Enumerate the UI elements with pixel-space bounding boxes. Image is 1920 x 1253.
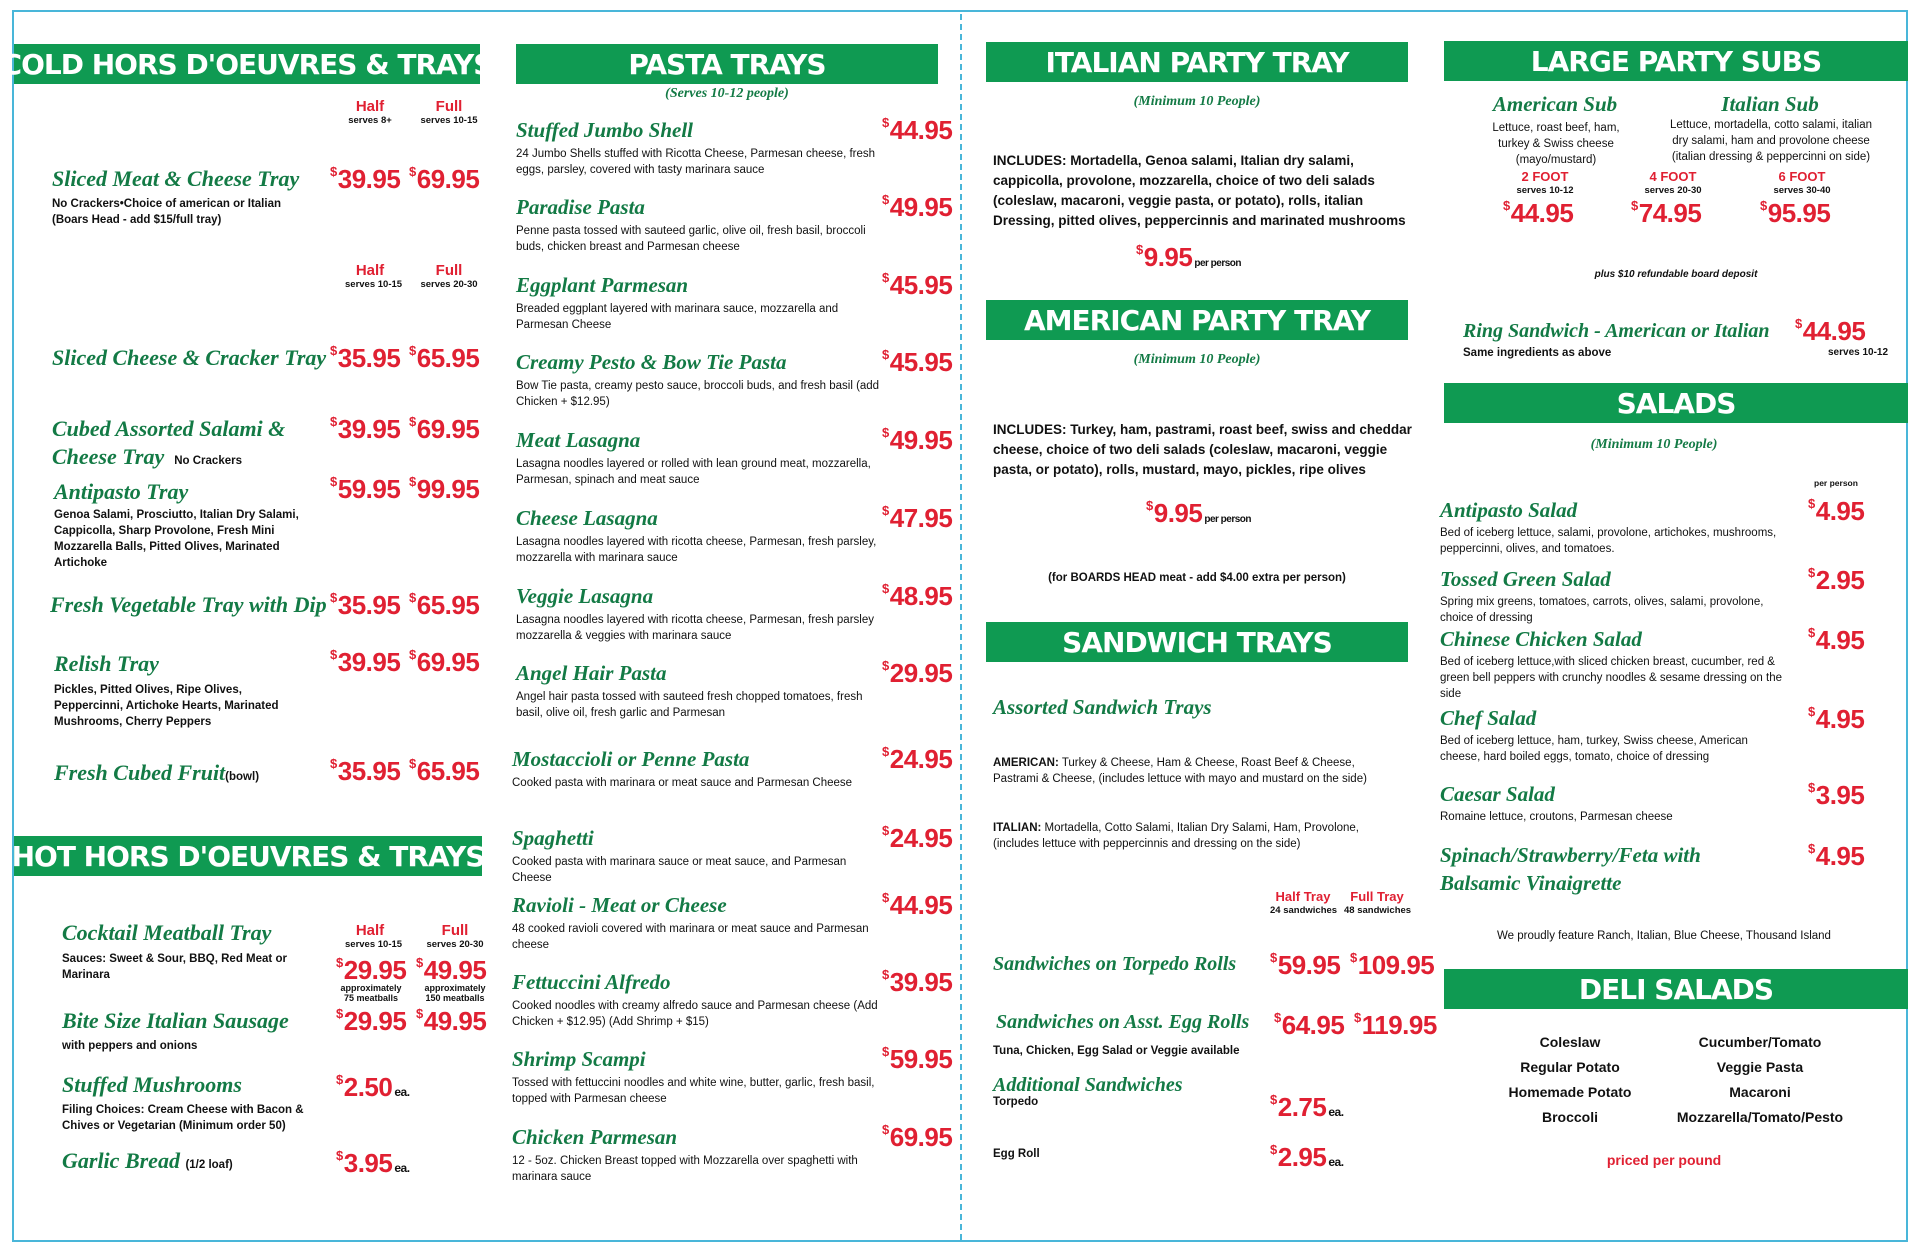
salad-item-price: $2.95 [1808,565,1865,595]
cold-item-full-price: $69.95 [409,414,480,444]
hot-item-name: Stuffed Mushrooms [62,1072,242,1097]
subs-ring-price: $44.95 [1795,316,1866,346]
hot-item-name: Cocktail Meatball Tray [62,920,272,945]
deli-note: priced per pound [1606,1152,1722,1168]
salad-item-name: Chinese Chicken Salad [1440,627,1642,651]
hot-item-price: $2.50 ea. [336,1072,410,1102]
pasta-item-name: Creamy Pesto & Bow Tie Pasta [516,350,787,374]
italian-tray-includes: INCLUDES: Mortadella, Genoa salami, Italian dry salami, cappicolla, provolone, mozzarella, choice of two deli salads (coleslaw, macaroni, veggie pasta, or potato), rolls, italian Dressing, pitted olives, peppercinnis and marinated mushrooms [993,153,1406,228]
hot-item-name: Garlic Bread (1/2 loaf) [62,1148,233,1173]
sandwich-add-egg-price: $2.95 ea. [1270,1142,1344,1172]
hot-item-half-note: approximately 75 meatballs [340,983,402,1003]
pasta-item-price: $24.95 [882,744,953,774]
salad-item-price: $4.95 [1808,841,1865,871]
pasta-item-desc: Lasagna noodles layered with ricotta cheese, Parmesan, fresh parsley mozzarella & veggies with marinara sauce [516,614,874,642]
sandwich-size-half: Half Tray 24 sandwiches [1270,889,1338,916]
subs-size-label: 4 FOOT serves 20-30 [1644,169,1702,196]
sandwich-torpedo-half: $59.95 [1270,950,1341,980]
subs-section-header: LARGE PARTY SUBS [1444,41,1908,81]
cold-item-full-price: $99.95 [409,474,480,504]
american-tray-price: $9.95 per person [1146,498,1252,528]
hot-item-price: $3.95 ea. [336,1148,410,1178]
subs-american-desc: Lettuce, roast beef, ham, turkey & Swiss cheese (mayo/mustard) [1492,122,1620,166]
deli-item: Coleslaw [1539,1034,1601,1050]
subs-american-name: American Sub [1492,92,1618,116]
cold-section-header: COLD HORS D'OEUVRES & TRAYS [14,44,480,84]
cold-item-name: Relish Tray [54,651,159,676]
pasta-item-desc: Breaded eggplant layered with marinara sauce, mozzarella and Parmesan Cheese [516,303,839,331]
cold-item-name: Sliced Meat & Cheese Tray [52,166,300,191]
deli-item: Macaroni [1729,1084,1791,1100]
hot-item-full-price: $49.95 [416,1006,487,1036]
cold-size-full: Full serves 10-15 [420,98,478,126]
pasta-item-desc: 24 Jumbo Shells stuffed with Ricotta Cheese, Parmesan cheese, fresh eggs, parsley, covered with tasty marinara sauce [516,148,876,176]
deli-item: Veggie Pasta [1716,1059,1804,1075]
american-tray-includes: INCLUDES: Turkey, ham, pastrami, roast beef, swiss and cheddar cheese, choice of two deli salads (coleslaw, macaroni, veggie pasta, or potato), rolls, mustard, mayo, pickles, ripe olives [993,422,1412,477]
salad-item-price: $3.95 [1808,780,1865,810]
salad-item-desc: Bed of iceberg lettuce,with sliced chicken breast, cucumber, red & green bell peppers with crunchy noodles & sesame dressing on the side [1440,656,1783,700]
pasta-item-price: $69.95 [882,1122,953,1152]
pasta-item-name: Angel Hair Pasta [516,661,667,685]
pasta-item-name: Veggie Lasagna [516,584,654,608]
salad-item-name: Tossed Green Salad [1440,567,1611,591]
salads-section-header: SALADS [1444,383,1908,423]
sandwich-torpedo-name: Sandwiches on Torpedo Rolls [993,953,1237,975]
pasta-item-desc: Lasagna noodles layered with ricotta cheese, Parmesan, fresh parsley, mozzarella with marinara sauce [516,536,877,564]
pasta-item-price: $48.95 [882,581,953,611]
pasta-item-price: $44.95 [882,890,953,920]
hot-item-desc: Sauces: Sweet & Sour, BBQ, Red Meat or Marinara [62,953,287,981]
subs-italian-desc: Lettuce, mortadella, cotto salami, italian dry salami, ham and provolone cheese (italian dressing & peppercinni on side) [1670,119,1872,163]
cold-item-name-line2: Cheese Tray No Crackers [52,444,242,469]
hot-item-name: Bite Size Italian Sausage [62,1008,289,1033]
sandwich-torpedo-full: $109.95 [1350,950,1435,980]
cold-item-half-price: $59.95 [330,474,401,504]
hot-item-full-note: approximately 150 meatballs [424,983,486,1003]
cold-item-name: Cubed Assorted Salami & [52,416,286,441]
hot-item-desc: with peppers and onions [62,1040,198,1052]
subs-size-label: 2 FOOT serves 10-12 [1516,169,1574,196]
pasta-item-desc: 12 - 5oz. Chicken Breast topped with Mozzarella over spaghetti with marinara sauce [512,1155,858,1183]
subs-deposit-note: plus $10 refundable board deposit [1594,269,1758,280]
salads-dressings-note: We proudly feature Ranch, Italian, Blue Cheese, Thousand Island [1497,930,1831,942]
pasta-section-header: PASTA TRAYS [516,44,938,84]
cold-item-half-price: $39.95 [330,164,401,194]
pasta-item-name: Cheese Lasagna [516,506,658,530]
subs-italian-name: Italian Sub [1721,92,1819,116]
pasta-item-desc: Tossed with fettuccini noodles and white wine, butter, garlic, fresh basil, topped with Parmesan cheese [512,1077,875,1105]
cold-item-name: Sliced Cheese & Cracker Tray [52,345,327,370]
sandwich-section-header: SANDWICH TRAYS [986,622,1408,662]
deli-item: Mozzarella/Tomato/Pesto [1676,1109,1844,1125]
sandwich-italian-desc: ITALIAN: Mortadella, Cotto Salami, Italian Dry Salami, Ham, Provolone, (includes lettuce with peppercinnis and dressing on the side) [993,822,1360,850]
subs-size-price: $74.95 [1631,198,1702,228]
pasta-item-price: $44.95 [882,115,953,145]
pasta-item-price: $49.95 [882,192,953,222]
cold-item-half-price: $39.95 [330,647,401,677]
pasta-item-name: Meat Lasagna [516,428,641,452]
deli-item: Cucumber/Tomato [1698,1034,1822,1050]
deli-item: Regular Potato [1520,1059,1620,1075]
pasta-item-name: Mostaccioli or Penne Pasta [512,747,750,771]
pasta-item-name: Eggplant Parmesan [516,273,689,297]
pasta-item-price: $24.95 [882,823,953,853]
hot-item-half-price: $29.95 [336,955,407,985]
sandwich-american-desc: AMERICAN: Turkey & Cheese, Ham & Cheese, Roast Beef & Cheese, Pastrami & Cheese, (includes lettuce with mayo and mustard on the side) [993,757,1367,785]
pasta-item-desc: Angel hair pasta tossed with sauteed fresh chopped tomatoes, fresh basil, olive oil, fresh garlic and Parmesan [516,691,863,719]
salad-item-desc: Romaine lettuce, croutons, Parmesan cheese [1440,811,1673,823]
salads-per-person: per person [1814,478,1858,488]
hot-item-full-price: $49.95 [416,955,487,985]
cold-item-desc: Pickles, Pitted Olives, Ripe Olives, Peppercinni, Artichoke Hearts, Marinated Mushrooms, Cherry Peppers [54,684,279,728]
pasta-item-desc: Cooked pasta with marinara sauce or meat sauce, and Parmesan Cheese [512,856,847,884]
pasta-item-desc: 48 cooked ravioli covered with marinara or meat sauce and Parmesan cheese [512,923,869,951]
fold-line [960,14,962,1240]
hot-size-half: Half serves 10-15 [345,922,403,950]
pasta-item-name: Chicken Parmesan [512,1125,678,1149]
salad-item-price: $4.95 [1808,625,1865,655]
salad-item-desc: Spring mix greens, tomatoes, carrots, olives, salami, provolone, choice of dressing [1440,596,1764,624]
subs-ring-desc: Same ingredients as above [1463,347,1612,359]
sandwich-size-full: Full Tray 48 sandwiches [1344,889,1412,916]
sandwich-additional-title: Additional Sandwiches [993,1074,1183,1096]
sandwich-assorted-title: Assorted Sandwich Trays [993,695,1212,719]
sandwich-egg-name: Sandwiches on Asst. Egg Rolls [996,1011,1250,1033]
salad-item-name: Chef Salad [1440,706,1537,730]
deli-section-header: DELI SALADS [1444,969,1908,1009]
deli-item: Homemade Potato [1508,1084,1632,1100]
sandwich-add-torpedo: Torpedo [993,1096,1039,1108]
cold-item-name: Antipasto Tray [54,479,189,504]
subs-ring-serves: serves 10-12 [1828,347,1889,358]
pasta-item-name: Paradise Pasta [516,195,645,219]
pasta-subtitle: (Serves 10-12 people) [665,86,789,101]
subs-ring-name: Ring Sandwich - American or Italian [1463,320,1770,342]
hot-item-desc: Filing Choices: Cream Cheese with Bacon & Chives or Vegetarian (Minimum order 50) [62,1104,304,1132]
cold-item-full-price: $65.95 [409,590,480,620]
cold-item-half-price: $35.95 [330,756,401,786]
sandwich-egg-full: $119.95 [1354,1010,1437,1040]
pasta-item-price: $49.95 [882,425,953,455]
cold-item-name: Fresh Vegetable Tray with Dip [50,592,327,617]
hot-size-full: Full serves 20-30 [426,922,484,950]
american-tray-subtitle: (Minimum 10 People) [1133,352,1261,367]
pasta-item-name: Ravioli - Meat or Cheese [512,893,727,917]
italian-tray-header: ITALIAN PARTY TRAY [986,42,1408,82]
salad-item-price: $4.95 [1808,496,1865,526]
cold-size-half: Half serves 8+ [348,98,392,126]
pasta-item-price: $47.95 [882,503,953,533]
pasta-item-desc: Bow Tie pasta, creamy pesto sauce, broccoli buds, and fresh basil (add Chicken + $12.95) [516,380,880,408]
pasta-item-price: $29.95 [882,658,953,688]
cold-item-desc: No Crackers•Choice of american or Italian (Boars Head - add $15/full tray) [52,198,281,226]
american-tray-header: AMERICAN PARTY TRAY [986,300,1408,340]
cold-item-half-price: $35.95 [330,590,401,620]
pasta-item-desc: Penne pasta tossed with sauteed garlic, olive oil, fresh basil, broccoli buds, chicken breast and Parmesan cheese [516,225,866,253]
salad-item-desc: Bed of iceberg lettuce, ham, turkey, Swiss cheese, American cheese, hard boiled eggs, tomato, choice of dressing [1440,735,1748,763]
pasta-item-name: Spaghetti [512,826,594,850]
subs-size-price: $44.95 [1503,198,1574,228]
subs-size-label: 6 FOOT serves 30-40 [1773,169,1831,196]
pasta-item-name: Shrimp Scampi [512,1047,646,1071]
cold-item-full-price: $69.95 [409,647,480,677]
pasta-item-name: Fettuccini Alfredo [512,970,671,994]
salad-item-name: Caesar Salad [1440,782,1555,806]
sandwich-egg-half: $64.95 [1274,1010,1345,1040]
salad-item-name-line2: Balsamic Vinaigrette [1440,871,1622,895]
sandwich-add-egg: Egg Roll [993,1148,1040,1160]
subs-size-price: $95.95 [1760,198,1831,228]
cold-size-half-2: Half serves 10-15 [345,262,403,290]
pasta-item-desc: Cooked pasta with marinara or meat sauce and Parmesan Cheese [512,777,853,789]
cold-item-full-price: $65.95 [409,343,480,373]
pasta-item-price: $59.95 [882,1044,953,1074]
cold-size-full-2: Full serves 20-30 [420,262,478,290]
pasta-item-desc: Cooked noodles with creamy alfredo sauce and Parmesan cheese (Add Chicken + $12.95) (Add Shrimp + $15) [512,1000,878,1028]
cold-item-desc: Genoa Salami, Prosciutto, Italian Dry Salami, Cappicolla, Sharp Provolone, Fresh Mini Mozzarella Balls, Pitted Olives, Marinated Artichoke [54,509,299,569]
pasta-item-name: Stuffed Jumbo Shell [516,118,693,142]
pasta-item-price: $39.95 [882,967,953,997]
italian-tray-subtitle: (Minimum 10 People) [1133,94,1261,109]
cold-item-half-price: $39.95 [330,414,401,444]
sandwich-egg-desc: Tuna, Chicken, Egg Salad or Veggie available [993,1045,1240,1057]
hot-section-header: HOT HORS D'OEUVRES & TRAYS [14,836,482,876]
italian-tray-price: $9.95 per person [1136,242,1242,272]
salads-subtitle: (Minimum 10 People) [1590,437,1718,452]
pasta-item-price: $45.95 [882,347,953,377]
cold-item-half-price: $35.95 [330,343,401,373]
deli-item: Broccoli [1541,1109,1598,1125]
pasta-item-desc: Lasagna noodles layered or rolled with lean ground meat, mozzarella, Parmesan, spinach and meat sauce [516,458,871,486]
pasta-item-price: $45.95 [882,270,953,300]
salad-item-name: Antipasto Salad [1440,498,1578,522]
american-tray-note: (for BOARDS HEAD meat - add $4.00 extra per person) [1048,572,1346,584]
salad-item-desc: Bed of iceberg lettuce, salami, provolone, artichokes, mushrooms, peppercinni, olives, and tomatoes. [1440,527,1777,555]
salad-item-name: Spinach/Strawberry/Feta with [1440,843,1701,867]
cold-item-full-price: $65.95 [409,756,480,786]
cold-item-full-price: $69.95 [409,164,480,194]
salad-item-price: $4.95 [1808,704,1865,734]
sandwich-add-torpedo-price: $2.75 ea. [1270,1092,1344,1122]
hot-item-half-price: $29.95 [336,1006,407,1036]
cold-item-name: Fresh Cubed Fruit(bowl) [54,760,260,785]
